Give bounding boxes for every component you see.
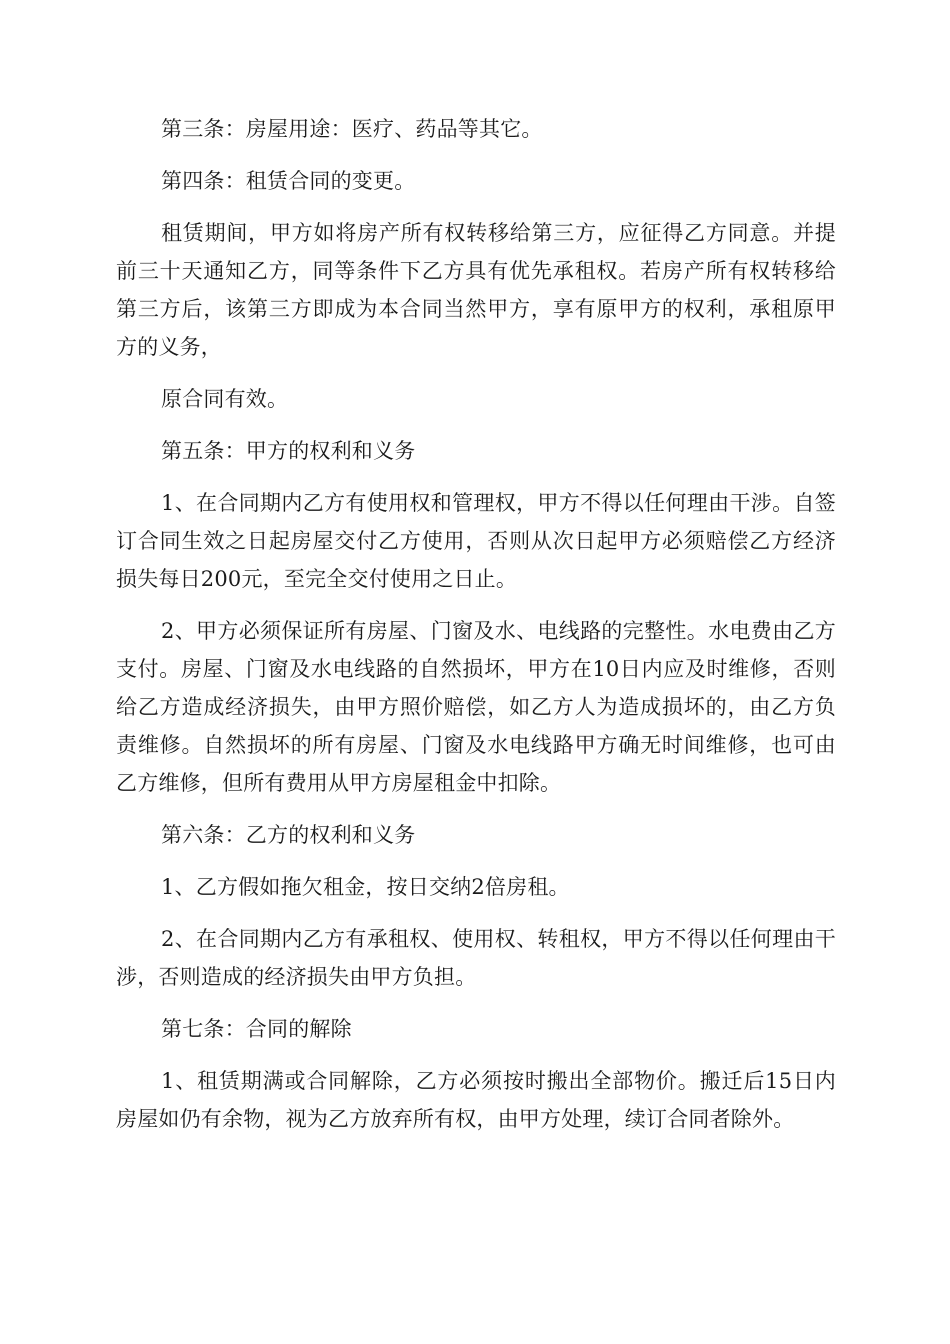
article-7-heading: 第七条：合同的解除 bbox=[161, 1017, 352, 1041]
article-7-clause-1: 1、租赁期满或合同解除，乙方必须按时搬出全部物价。搬迁后15日内房屋如仍有余物，视为乙方放弃所有权，由甲方处理，续订合同者除外。 bbox=[116, 1069, 836, 1131]
article-6-clause-2: 2、在合同期内乙方有承租权、使用权、转租权，甲方不得以任何理由干涉，否则造成的经济损失由甲方负担。 bbox=[116, 927, 836, 989]
article-4-heading: 第四条：租赁合同的变更。 bbox=[161, 169, 416, 193]
article-5-clause-2: 2、甲方必须保证所有房屋、门窗及水、电线路的完整性。水电费由乙方支付。房屋、门窗及水电线路的自然损坏，甲方在10日内应及时维修，否则给乙方造成经济损失，由甲方照价赔偿，如乙方人为造成损坏的，由乙方负责维修。自然损坏的所有房屋、门窗及水电线路甲方确无时间维修，也可由乙方维修，但所有费用从甲方房屋租金中扣除。 bbox=[116, 619, 836, 795]
article-5-clause-1: 1、在合同期内乙方有使用权和管理权，甲方不得以任何理由干涉。自签订合同生效之日起房屋交付乙方使用，否则从次日起甲方必须赔偿乙方经济损失每日200元，至完全交付使用之日止。 bbox=[116, 491, 836, 591]
article-6-heading: 第六条：乙方的权利和义务 bbox=[161, 823, 416, 847]
article-4-body: 租赁期间，甲方如将房产所有权转移给第三方，应征得乙方同意。并提前三十天通知乙方，同等条件下乙方具有优先承租权。若房产所有权转移给第三方后，该第三方即成为本合同当然甲方，享有原甲方的权利，承租原甲方的义务， bbox=[116, 221, 836, 359]
article-3-heading: 第三条：房屋用途：医疗、药品等其它。 bbox=[161, 117, 543, 141]
article-5-heading: 第五条：甲方的权利和义务 bbox=[161, 439, 416, 463]
article-4-validity: 原合同有效。 bbox=[161, 387, 289, 411]
article-6-clause-1: 1、乙方假如拖欠租金，按日交纳2倍房租。 bbox=[161, 875, 570, 899]
document-body bbox=[116, 110, 836, 1138]
